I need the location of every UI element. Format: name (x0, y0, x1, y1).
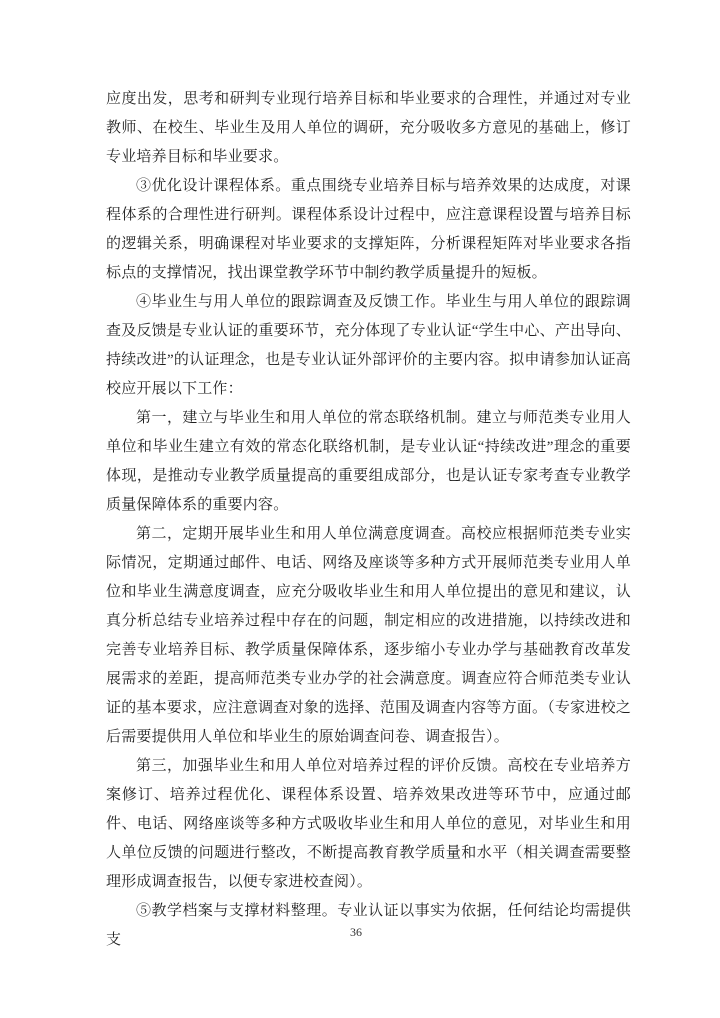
paragraph-second-satisfaction-survey: 第二，定期开展毕业生和用人单位满意度调查。高校应根据师范类专业实际情况，定期通过邮件、电话、网络及座谈等多种方式开展师范类专业用人单位和毕业生满意度调查，应充分吸收毕业生和用人单位提出的意见和建议，认真分析总结专业培养过程中存在的问题，制定相应的改进措施，以持续改进和完善专业培养目标、教学质量保障体系，逐步缩小专业办学与基础教育改革发展需求的差距，提高师范类专业办学的社会满意度。调查应符合师范类专业认证的基本要求，应注意调查对象的选择、范围及调查内容等方面。（专家进校之后需要提供用人单位和毕业生的原始调查问卷、调查报告）。 (106, 526, 631, 745)
paragraph-item-4-tracking-survey: ④毕业生与用人单位的跟踪调查及反馈工作。毕业生与用人单位的跟踪调查及反馈是专业认证的重要环节，充分体现了专业认证“学生中心、产出导向、持续改进”的认证理念，也是专业认证外部评价的主要内容。拟申请参加认证高校应开展以下工作： (106, 294, 631, 397)
paragraph-item-3-curriculum-design: ③优化设计课程体系。重点围绕专业培养目标与培养效果的达成度，对课程体系的合理性进行研判。课程体系设计过程中，应注意课程设置与培养目标的逻辑关系，明确课程对毕业要求的支撑矩阵，分析课程矩阵对毕业要求各指标点的支撑情况，找出课堂教学环节中制约教学质量提升的短板。 (106, 178, 631, 281)
paragraph-continuation: 应度出发，思考和研判专业现行培养目标和毕业要求的合理性，并通过对专业教师、在校生、毕业生及用人单位的调研，充分吸收多方意见的基础上，修订专业培养目标和毕业要求。 (106, 91, 631, 165)
paragraph-first-contact-mechanism: 第一，建立与毕业生和用人单位的常态联络机制。建立与师范类专业用人单位和毕业生建立有效的常态化联络机制，是专业认证“持续改进”理念的重要体现，是推动专业教学质量提高的重要组成部分，也是认证专家考查专业教学质量保障体系的重要内容。 (106, 410, 631, 513)
page-footer (0, 923, 712, 941)
paragraph-third-evaluation-feedback: 第三，加强毕业生和用人单位对培养过程的评价反馈。高校在专业培养方案修订、培养过程优化、课程体系设置、培养效果改进等环节中，应通过邮件、电话、网络座谈等多种方式吸收毕业生和用人单位的意见，对毕业生和用人单位反馈的问题进行整改，不断提高教育教学质量和水平（相关调查需要整理形成调查报告，以便专家进校查阅）。 (106, 758, 631, 890)
page-number: 36 (350, 925, 362, 939)
document-body-text (106, 85, 631, 955)
paragraph-item-5-teaching-archives: ⑤教学档案与支撑材料整理。专业认证以事实为依据，任何结论均需提供支 (106, 903, 631, 948)
